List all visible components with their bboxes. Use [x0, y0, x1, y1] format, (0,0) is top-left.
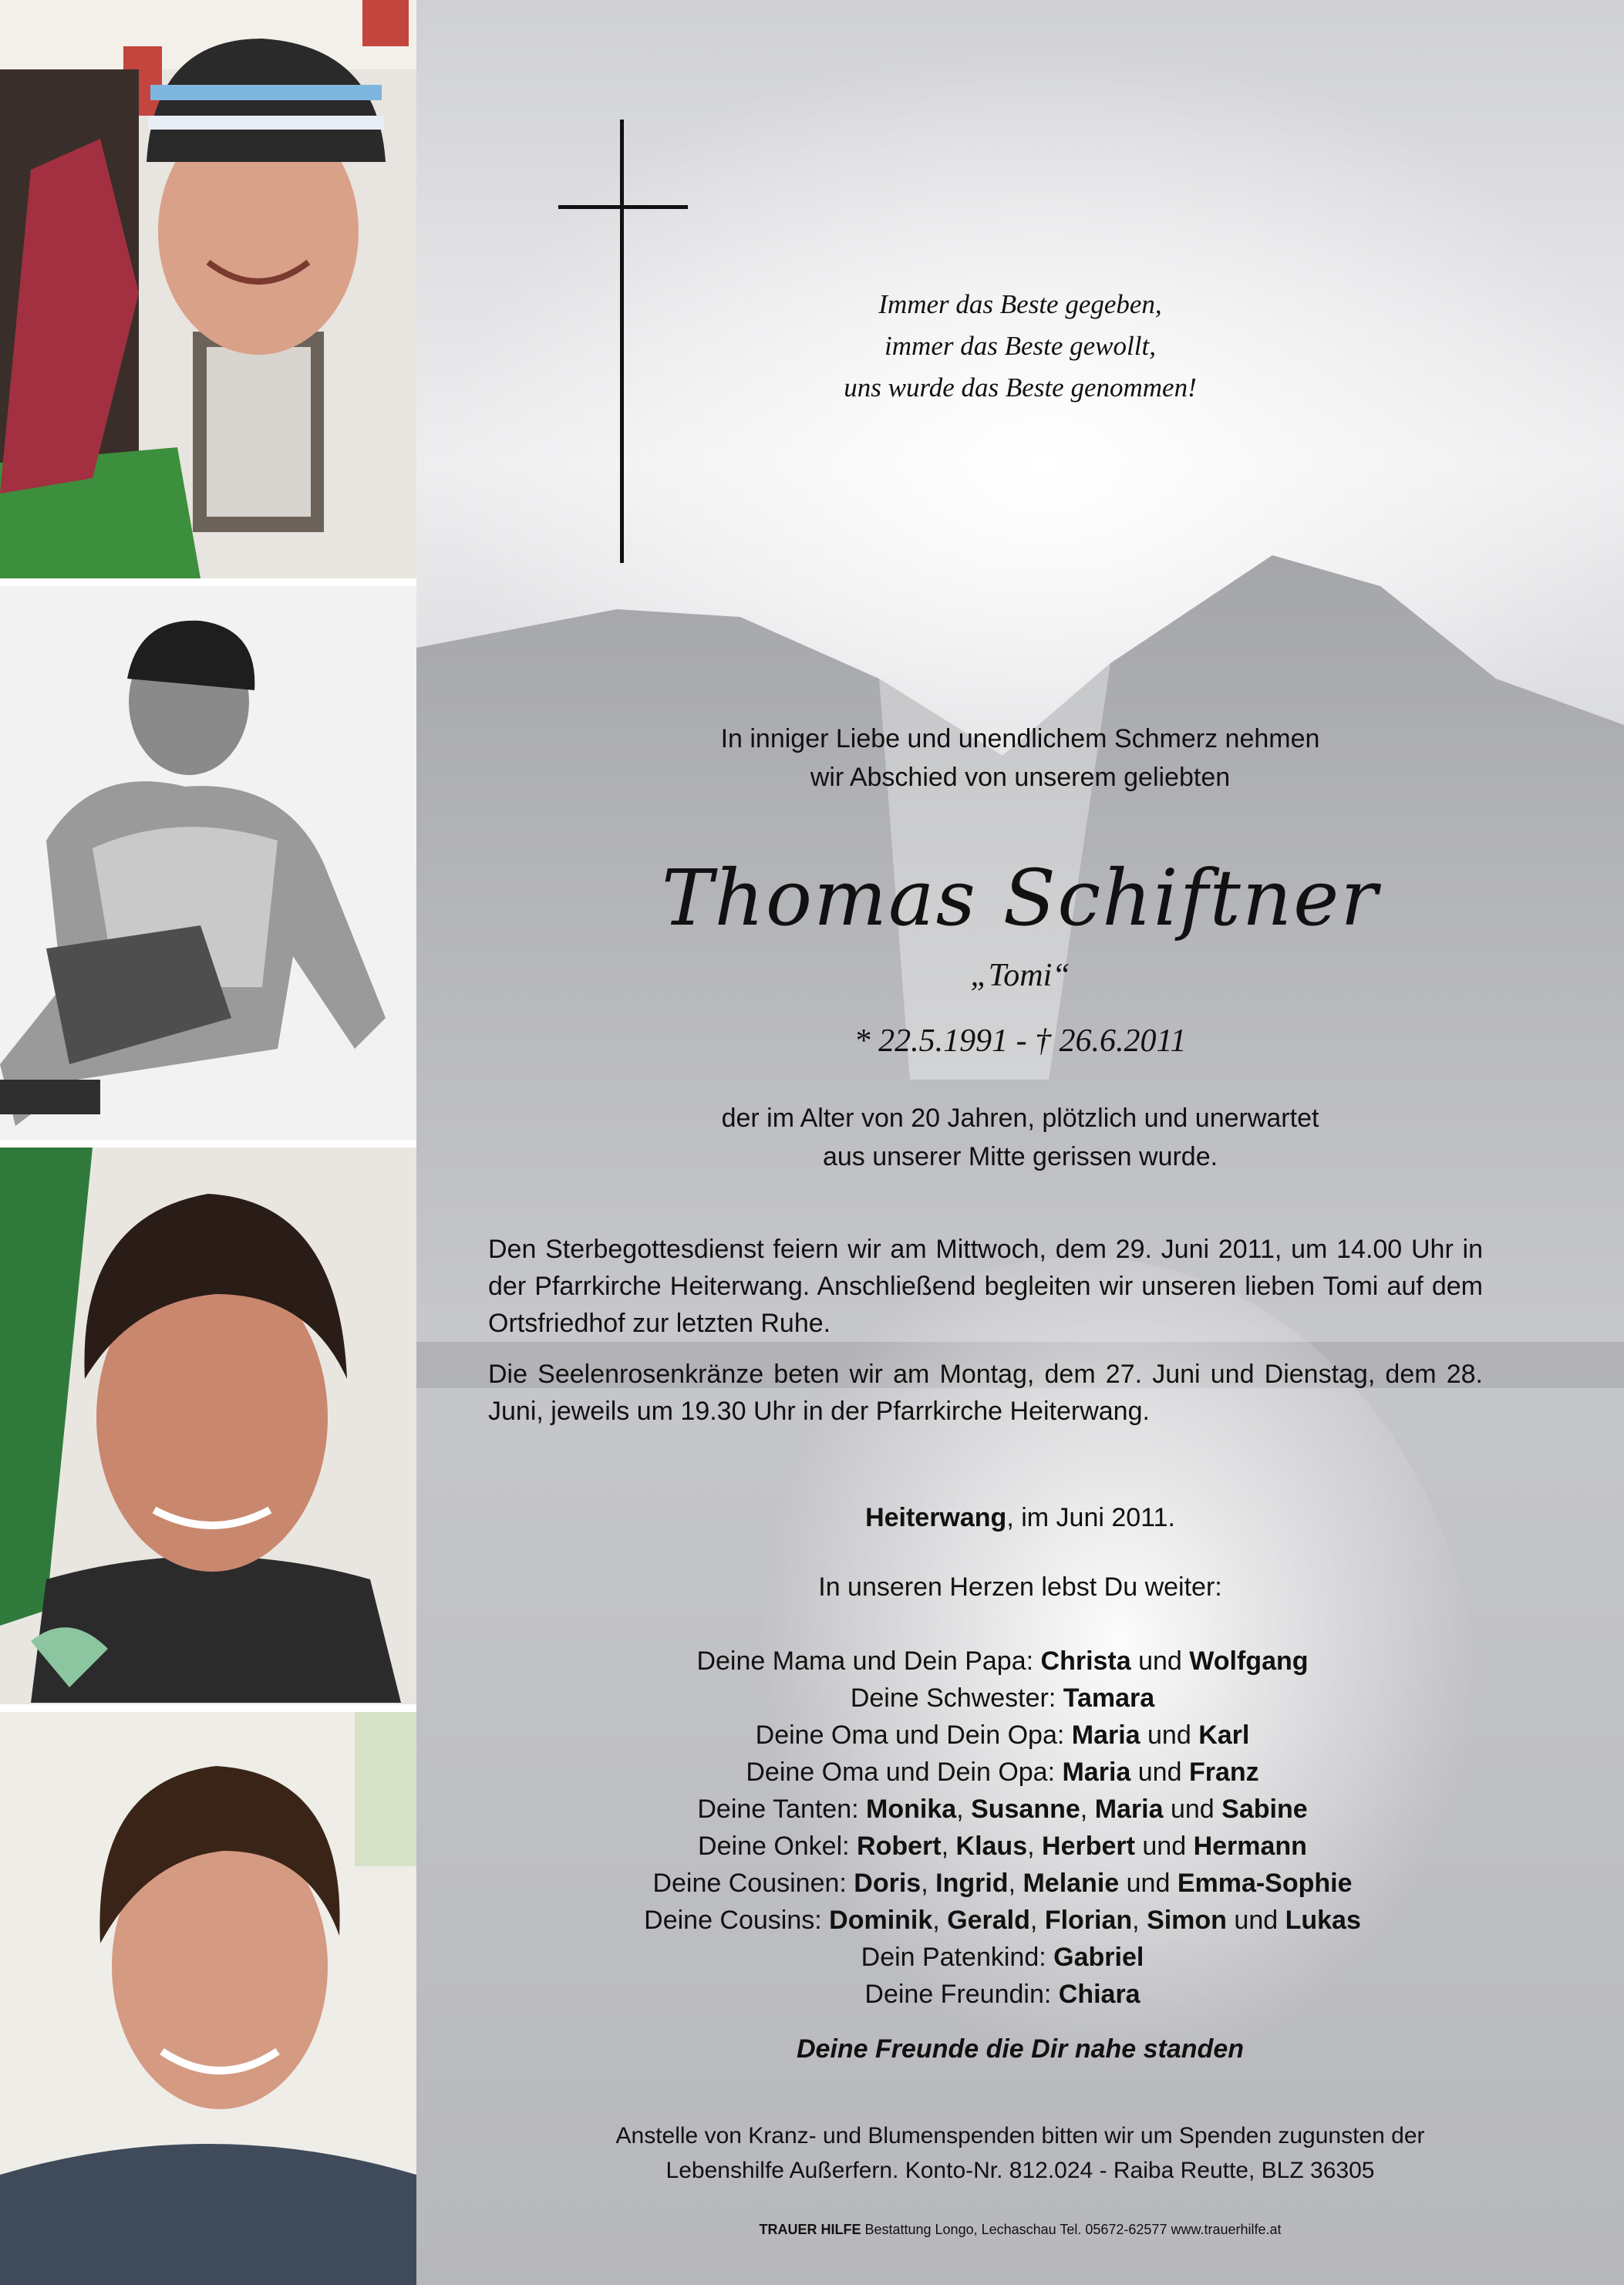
photo-portrait-beanie — [0, 0, 416, 578]
place-date — [416, 1498, 1624, 1537]
family-connector: , — [1132, 1906, 1147, 1935]
family-label: Deine Cousinen: — [652, 1869, 854, 1898]
family-name: Chiara — [1058, 1980, 1141, 2009]
family-label: Deine Cousins: — [644, 1906, 830, 1935]
family-connector: , — [941, 1832, 956, 1861]
intro-text — [416, 720, 1624, 797]
family-name: Hermann — [1193, 1832, 1307, 1861]
motto-line: immer das Beste gewollt, — [884, 331, 1156, 361]
donation-note — [416, 2118, 1624, 2188]
family-name: Dominik — [829, 1906, 933, 1935]
donation-line: Lebenshilfe Außerfern. Konto-Nr. 812.024 - Raiba Reutte, BLZ 36305 — [665, 2158, 1375, 2183]
family-name: Karl — [1198, 1720, 1250, 1750]
age-line: aus unserer Mitte gerissen wurde. — [822, 1142, 1218, 1171]
family-name: Ingrid — [935, 1869, 1009, 1898]
family-name: Gabriel — [1053, 1943, 1144, 1972]
family-label: Deine Schwester: — [850, 1683, 1063, 1713]
family-row — [416, 1976, 1589, 2013]
family-row — [416, 1939, 1589, 1976]
family-row — [416, 1902, 1589, 1939]
family-label: Deine Freundin: — [864, 1980, 1059, 2009]
family-connector: , — [1029, 1906, 1045, 1935]
family-connector: , — [956, 1795, 972, 1824]
family-label: Deine Tanten: — [697, 1795, 867, 1824]
family-connector: und — [1130, 1758, 1189, 1787]
family-list — [416, 1643, 1589, 2013]
friends-text: Deine Freunde die Dir nahe standen — [796, 2034, 1244, 2064]
family-label: Dein Patenkind: — [861, 1943, 1054, 1972]
family-label: Deine Onkel: — [698, 1832, 857, 1861]
photo-column — [0, 0, 416, 2285]
family-connector: , — [1027, 1832, 1043, 1861]
rosary-text: Die Seelenrosenkränze beten wir am Montag, dem 27. Juni und Dienstag, dem 28. Juni, jeweils um 19.30 Uhr in der Pfarrkirche Heiterwang. — [488, 1360, 1483, 1426]
family-connector: , — [921, 1869, 936, 1898]
age-text — [416, 1099, 1624, 1176]
family-row — [416, 1865, 1589, 1902]
photo-portrait-smile — [0, 1712, 416, 2285]
family-row — [416, 1643, 1589, 1680]
family-name: Florian — [1044, 1906, 1133, 1935]
funeral-mass-text: Den Sterbegottesdienst feiern wir am Mittwoch, dem 29. Juni 2011, um 14.00 Uhr in der Pfarrkirche Heiterwang. Anschließend begleiten wir unseren lieben Tomi auf dem Ortsfriedhof zur letzten Ruhe. — [488, 1235, 1483, 1338]
family-name: Herbert — [1042, 1832, 1135, 1861]
cross-icon-horizontal — [558, 205, 688, 209]
footer-imprint — [416, 2219, 1624, 2240]
family-label: Deine Oma und Dein Opa: — [755, 1720, 1072, 1750]
intro-line: wir Abschied von unserem geliebten — [810, 763, 1231, 792]
footer-brand: TRAUER HILFE — [759, 2222, 861, 2237]
motto-line: uns wurde das Beste genommen! — [844, 372, 1197, 403]
family-name: Monika — [866, 1795, 957, 1824]
family-connector: und — [1134, 1832, 1194, 1861]
family-name: Franz — [1188, 1758, 1259, 1787]
photo-sitting-bw — [0, 586, 416, 1140]
place-date-text: , im Juni 2011. — [1006, 1503, 1175, 1532]
motto — [416, 284, 1624, 409]
donation-line: Anstelle von Kranz- und Blumenspenden bitten wir um Spenden zugunsten der — [615, 2123, 1425, 2149]
family-name: Tamara — [1063, 1683, 1155, 1713]
intro-line: In inniger Liebe und unendlichem Schmerz nehmen — [720, 724, 1320, 753]
family-connector: und — [1130, 1646, 1190, 1676]
family-connector: und — [1226, 1906, 1285, 1935]
family-label: Deine Oma und Dein Opa: — [746, 1758, 1063, 1787]
heart-text: In unseren Herzen lebst Du weiter: — [818, 1572, 1222, 1602]
family-name: Robert — [857, 1832, 942, 1861]
family-name: Melanie — [1023, 1869, 1120, 1898]
family-name: Gerald — [947, 1906, 1030, 1935]
family-name: Wolfgang — [1189, 1646, 1309, 1676]
deceased-name: Thomas Schiftner — [661, 853, 1380, 943]
family-row — [416, 1791, 1589, 1828]
family-name: Emma-Sophie — [1177, 1869, 1353, 1898]
motto-line: Immer das Beste gegeben, — [878, 289, 1162, 319]
family-name: Simon — [1147, 1906, 1227, 1935]
place-town: Heiterwang — [865, 1503, 1007, 1532]
family-row — [416, 1754, 1589, 1791]
family-name: Maria — [1071, 1720, 1141, 1750]
family-connector: und — [1119, 1869, 1178, 1898]
family-connector: , — [1080, 1795, 1095, 1824]
family-name: Sabine — [1221, 1795, 1308, 1824]
family-name: Susanne — [971, 1795, 1080, 1824]
family-name: Maria — [1062, 1758, 1131, 1787]
nickname: „Tomi“ — [970, 958, 1070, 993]
family-connector: und — [1163, 1795, 1222, 1824]
family-connector: , — [1008, 1869, 1023, 1898]
family-name: Christa — [1040, 1646, 1131, 1676]
footer-text: Bestattung Longo, Lechaschau Tel. 05672-62577 www.trauerhilfe.at — [861, 2222, 1282, 2237]
family-name: Maria — [1094, 1795, 1164, 1824]
life-dates: * 22.5.1991 - † 26.6.2011 — [854, 1023, 1187, 1059]
family-name: Lukas — [1285, 1906, 1361, 1935]
family-label: Deine Mama und Dein Papa: — [696, 1646, 1041, 1676]
photo-portrait-tshirt — [0, 1148, 416, 1704]
family-row — [416, 1828, 1589, 1865]
family-name: Doris — [854, 1869, 922, 1898]
family-name: Klaus — [955, 1832, 1028, 1861]
family-connector: , — [932, 1906, 948, 1935]
family-row — [416, 1717, 1589, 1754]
age-line: der im Alter von 20 Jahren, plötzlich und unerwartet — [721, 1104, 1319, 1133]
family-connector: und — [1140, 1720, 1199, 1750]
family-row — [416, 1680, 1589, 1717]
